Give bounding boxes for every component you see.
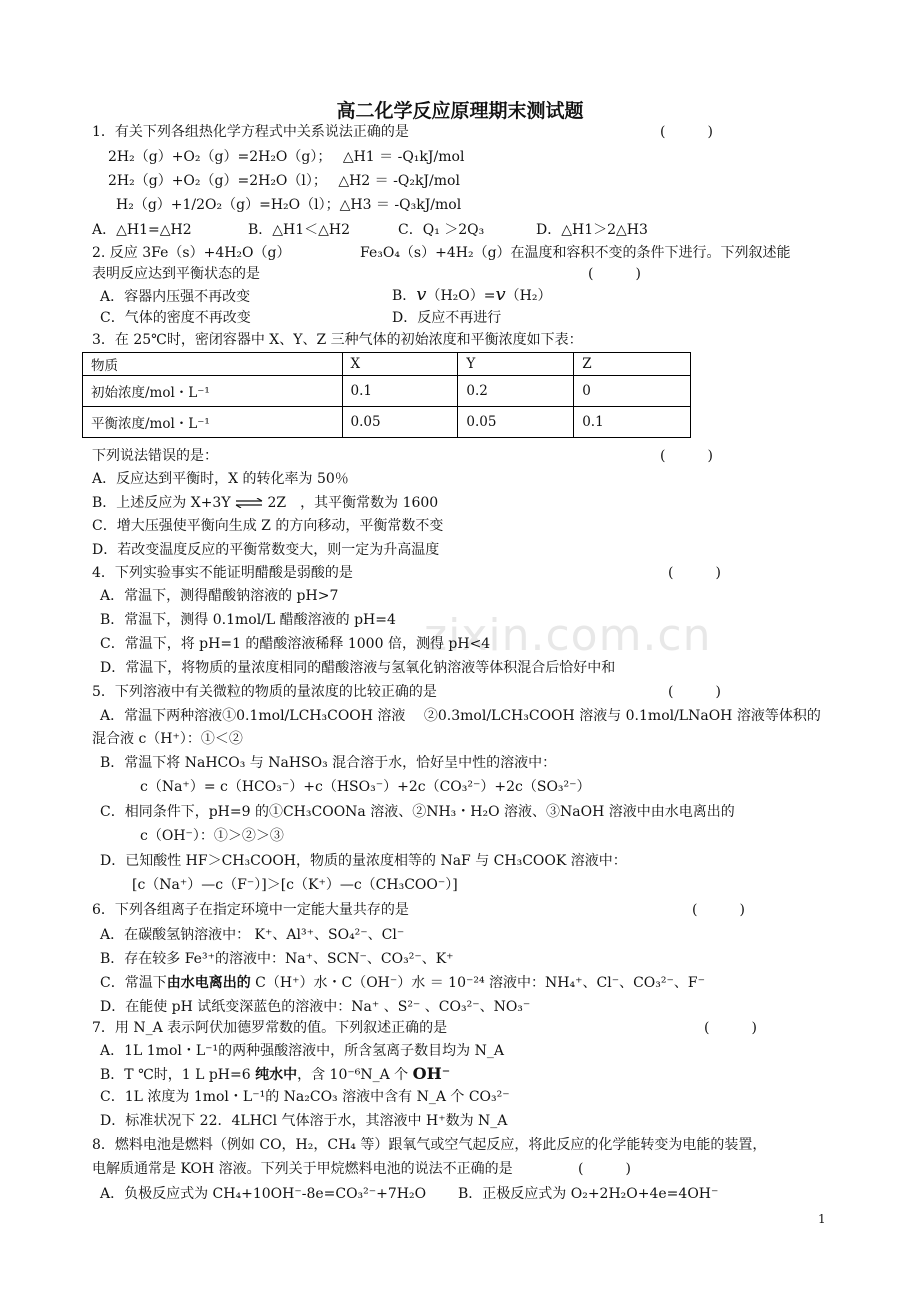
table-cell: 平衡浓度/mol・L⁻¹ (83, 407, 343, 438)
q8-stem-line-1: 8．燃料电池是燃料（例如 CO，H₂，CH₄ 等）跟氧气或空气起反应，将此反应的化学能转变为电能的装置， (92, 1137, 767, 1153)
q7-option-b-bold: 纯水中 (255, 1067, 298, 1083)
equilibrium-arrow-icon (235, 498, 263, 508)
q2-stem-part-2: Fe₃O₄（s）+4H₂（g）在温度和容积不变的条件下进行。下列叙述能 (360, 245, 791, 261)
q7-option-b (100, 1064, 450, 1085)
q7-option-a: A．1L 1mol・L⁻¹的两种强酸溶液中，所含氢离子数目均为 N_A (100, 1043, 504, 1059)
q2-option-b-mid: （H₂O）= (426, 288, 496, 304)
table-cell: 初始浓度/mol・L⁻¹ (83, 376, 343, 407)
concentration-table (82, 352, 691, 438)
table-cell: 0 (574, 376, 691, 407)
q8-stem-line-2: 电解质通常是 KOH 溶液。下列关于甲烷燃料电池的说法不正确的是 (92, 1161, 513, 1177)
q7-option-d: D．标准状况下 22．4LHCl 气体溶于水，其溶液中 H⁺数为 N_A (100, 1113, 508, 1129)
q6-option-a: A．在碳酸氢钠溶液中： K⁺、Al³⁺、SO₄²⁻、Cl⁻ (100, 927, 405, 943)
velocity-symbol: v (416, 284, 427, 305)
q5-option-d-line-2: [c（Na⁺）—c（F⁻）]＞[c（K⁺）—c（CH₃COO⁻）] (132, 877, 458, 893)
q5-answer-paren: ( ) (668, 684, 721, 700)
q1-equation-2: 2H₂（g）+O₂（g）=2H₂O（l）； △H2 ＝ -Q₂kJ/mol (108, 173, 460, 189)
q6-option-c-post: C（H⁺）水・C（OH⁻）水 ＝ 10⁻²⁴ 溶液中：NH₄⁺、Cl⁻、CO₃²⁻、F⁻ (250, 975, 705, 991)
q6-option-c (100, 973, 705, 993)
table-header-row (83, 353, 691, 376)
table-cell: 0.1 (342, 376, 458, 407)
table-cell: 0.1 (574, 407, 691, 438)
velocity-symbol: v (495, 284, 506, 305)
table-row (83, 376, 691, 407)
table-cell: 0.05 (342, 407, 458, 438)
page-title: 高二化学反应原理期末测试题 (336, 100, 584, 122)
q3-stem: 3．在 25℃时，密闭容器中 X、Y、Z 三种气体的初始浓度和平衡浓度如下表： (92, 332, 583, 348)
table-row (83, 407, 691, 438)
q3-option-a: A．反应达到平衡时，X 的转化率为 50％ (92, 471, 349, 487)
q4-option-d: D．常温下，将物质的量浓度相同的醋酸溶液与氢氧化钠溶液等体积混合后恰好中和 (100, 660, 616, 676)
q2-stem-part-1: 2. 反应 3Fe（s）+4H₂O（g） (92, 245, 291, 261)
q1-stem: 1．有关下列各组热化学方程式中关系说法正确的是 (92, 124, 409, 140)
q7-option-b-pre: B．T ℃时，1 L pH=6 (100, 1067, 256, 1083)
q4-option-b: B．常温下，测得 0.1mol/L 醋酸溶液的 pH=4 (100, 612, 396, 628)
q3-answer-paren: ( ) (660, 448, 713, 464)
q2-answer-paren: ( ) (588, 266, 641, 282)
q3-option-d: D．若改变温度反应的平衡常数变大，则一定为升高温度 (92, 542, 440, 558)
table-header-cell: Z (574, 353, 691, 376)
q2-option-b (392, 285, 552, 306)
q1-option-b: B．△H1＜△H2 (248, 222, 351, 238)
q2-option-c: C．气体的密度不再改变 (100, 310, 251, 326)
q5-option-b-line-1: B．常温下将 NaHCO₃ 与 NaHSO₃ 混合溶于水，恰好呈中性的溶液中： (100, 755, 557, 771)
q4-stem: 4．下列实验事实不能证明醋酸是弱酸的是 (92, 565, 353, 581)
q5-option-a-line-1: A．常温下两种溶液①0.1mol/LCH₃COOH 溶液 ②0.3mol/LCH₃COOH 溶液与 0.1mol/LNaOH 溶液等体积的 (100, 708, 821, 724)
q7-stem: 7．用 N_A 表示阿伏加德罗常数的值。下列叙述正确的是 (92, 1020, 448, 1036)
q2-option-b-end: （H₂） (505, 288, 552, 304)
q2-option-d: D．反应不再进行 (392, 310, 502, 326)
q6-option-d: D．在能使 pH 试纸变深蓝色的溶液中：Na⁺ 、S²⁻ 、CO₃²⁻、NO₃⁻ (100, 999, 531, 1015)
watermark: zixin.com.cn (424, 610, 712, 661)
q8-answer-paren: ( ) (578, 1161, 631, 1177)
table-header-cell: 物质 (83, 353, 343, 376)
q5-option-c-line-1: C．相同条件下，pH=9 的①CH₃COONa 溶液、②NH₃・H₂O 溶液、③NaOH 溶液中由水电离出的 (100, 804, 735, 820)
q6-option-c-bold: 由水电离出的 (166, 975, 251, 991)
q8-option-a: A．负极反应式为 CH₄+10OH⁻-8e=CO₃²⁻+7H₂O (100, 1186, 427, 1202)
q2-option-a: A．容器内压强不再改变 (100, 289, 251, 305)
q3-option-b-pre: B．上述反应为 X+3Y (92, 495, 231, 511)
q1-option-a: A．△H1=△H2 (92, 222, 192, 238)
q1-option-d: D．△H1＞2△H3 (536, 222, 648, 238)
q6-answer-paren: ( ) (692, 902, 745, 918)
q1-answer-paren: ( ) (660, 124, 713, 140)
q6-stem: 6．下列各组离子在指定环境中一定能大量共存的是 (92, 902, 409, 918)
q4-option-c: C．常温下，将 pH=1 的醋酸溶液稀释 1000 倍，测得 pH<4 (100, 636, 491, 652)
q7-answer-paren: ( ) (704, 1020, 757, 1036)
q1-equation-3: H₂（g）+1/2O₂（g）=H₂O（l）；△H3 ＝ -Q₃kJ/mol (116, 197, 462, 213)
q8-option-b: B．正极反应式为 O₂+2H₂O+4e=4OH⁻ (458, 1186, 719, 1202)
table-cell: 0.2 (458, 376, 574, 407)
q3-stem-2: 下列说法错误的是： (92, 448, 218, 464)
table-header-cell: Y (458, 353, 574, 376)
q4-answer-paren: ( ) (668, 565, 721, 581)
q7-option-b-mid: ，含 10⁻⁶N_A 个 (297, 1067, 413, 1083)
q6-option-c-pre: C．常温下 (100, 975, 167, 991)
q2-stem-line-2: 表明反应达到平衡状态的是 (92, 266, 260, 282)
q6-option-b: B．存在较多 Fe³⁺的溶液中：Na⁺、SCN⁻、CO₃²⁻、K⁺ (100, 951, 454, 967)
q1-option-c: C．Q₁ ＞2Q₃ (398, 222, 485, 238)
q5-option-a-line-2: 混合液 c（H⁺）：①＜② (92, 731, 243, 747)
table-header-cell: X (342, 353, 458, 376)
q5-option-c-line-2: c（OH⁻）：①＞②＞③ (140, 828, 284, 844)
page-number: 1 (818, 1212, 826, 1226)
q7-option-c: C．1L 浓度为 1mol・L⁻¹的 Na₂CO₃ 溶液中含有 N_A 个 CO₃²⁻ (100, 1089, 510, 1105)
q5-option-b-line-2: c（Na⁺）= c（HCO₃⁻）+c（HSO₃⁻）+2c（CO₃²⁻）+2c（SO₃²⁻） (140, 779, 591, 795)
q3-option-c: C．增大压强使平衡向生成 Z 的方向移动，平衡常数不变 (92, 518, 444, 534)
q1-equation-1: 2H₂（g）+O₂（g）=2H₂O（g）； △H1 ＝ -Q₁kJ/mol (108, 149, 465, 165)
q3-option-b-post: 2Z ，其平衡常数为 1600 (267, 495, 439, 511)
q4-option-a: A．常温下，测得醋酸钠溶液的 pH>7 (100, 588, 339, 604)
q3-option-b (92, 493, 438, 513)
table-cell: 0.05 (458, 407, 574, 438)
q5-stem: 5．下列溶液中有关微粒的物质的量浓度的比较正确的是 (92, 684, 437, 700)
q7-option-b-oh: OH⁻ (412, 1064, 451, 1083)
q2-option-b-label: B． (392, 288, 417, 304)
q5-option-d-line-1: D．已知酸性 HF＞CH₃COOH，物质的量浓度相等的 NaF 与 CH₃COOK 溶液中： (100, 853, 627, 869)
